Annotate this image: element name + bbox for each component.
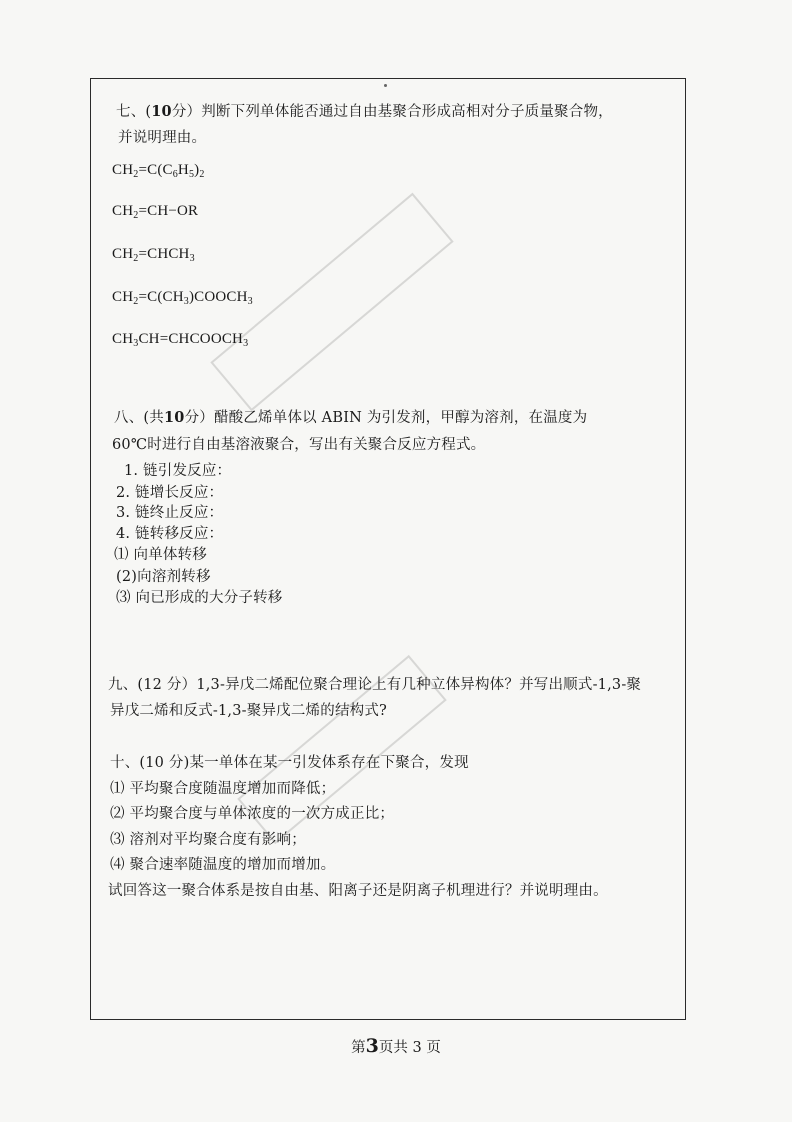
q10-item: ⑷ 聚合速率随温度的增加而增加。 [110,857,336,873]
formula-5: $CH_3CH=CHCOOCH_3$ [112,331,249,349]
q8-item: 2. 链增长反应： [116,485,224,501]
q8-item: 4. 链转移反应： [116,526,224,542]
page-footer: 第3页共 3 页 [351,1035,441,1057]
q9-heading: 九、(12 分）1,3-异戊二烯配位聚合理论上有几种立体异构体？并写出顺式-1,3-聚 [108,677,642,693]
q8-item: ⑴ 向单体转移 [114,547,208,563]
q10-final: 试回答这一聚合体系是按自由基、阳离子还是阴离子机理进行？并说明理由。 [108,883,608,899]
q7-heading: 七、(10分）判断下列单体能否通过自由基聚合形成高相对分子质量聚合物， [116,103,613,120]
formula-3: $CH_2=CHCH_3$ [112,246,195,264]
q7-line2: 并说明理由。 [118,130,207,146]
q8-heading: 八、(共10分）醋酸乙烯单体以 ABIN 为引发剂，甲醇为溶剂，在温度为 [114,409,588,426]
q8-item: (2)向溶剂转移 [116,569,211,585]
q8-item: 1. 链引发反应： [124,463,232,479]
formula-1: $CH_2=C(C_6H_5)_2$ [112,162,205,180]
q9-line2: 异戊二烯和反式-1,3-聚异戊二烯的结构式? [110,703,388,719]
q8-line2: 60℃时进行自由基溶液聚合，写出有关聚合反应方程式。 [112,437,486,453]
formula-4: $CH_2=C(CH_3)COOCH_3$ [112,289,253,307]
q10-item: ⑶ 溶剂对平均聚合度有影响； [110,832,306,848]
q8-item: ⑶ 向已形成的大分子转移 [116,590,283,606]
q8-item: 3. 链终止反应： [116,505,224,521]
q10-heading: 十、(10 分)某一单体在某一引发体系存在下聚合，发现 [110,755,469,771]
q10-item: ⑴ 平均聚合度随温度增加而降低； [110,781,336,797]
formula-2: $CH_2=CH-OR$ [112,203,199,221]
q10-item: ⑵ 平均聚合度与单体浓度的一次方成正比； [110,806,395,822]
